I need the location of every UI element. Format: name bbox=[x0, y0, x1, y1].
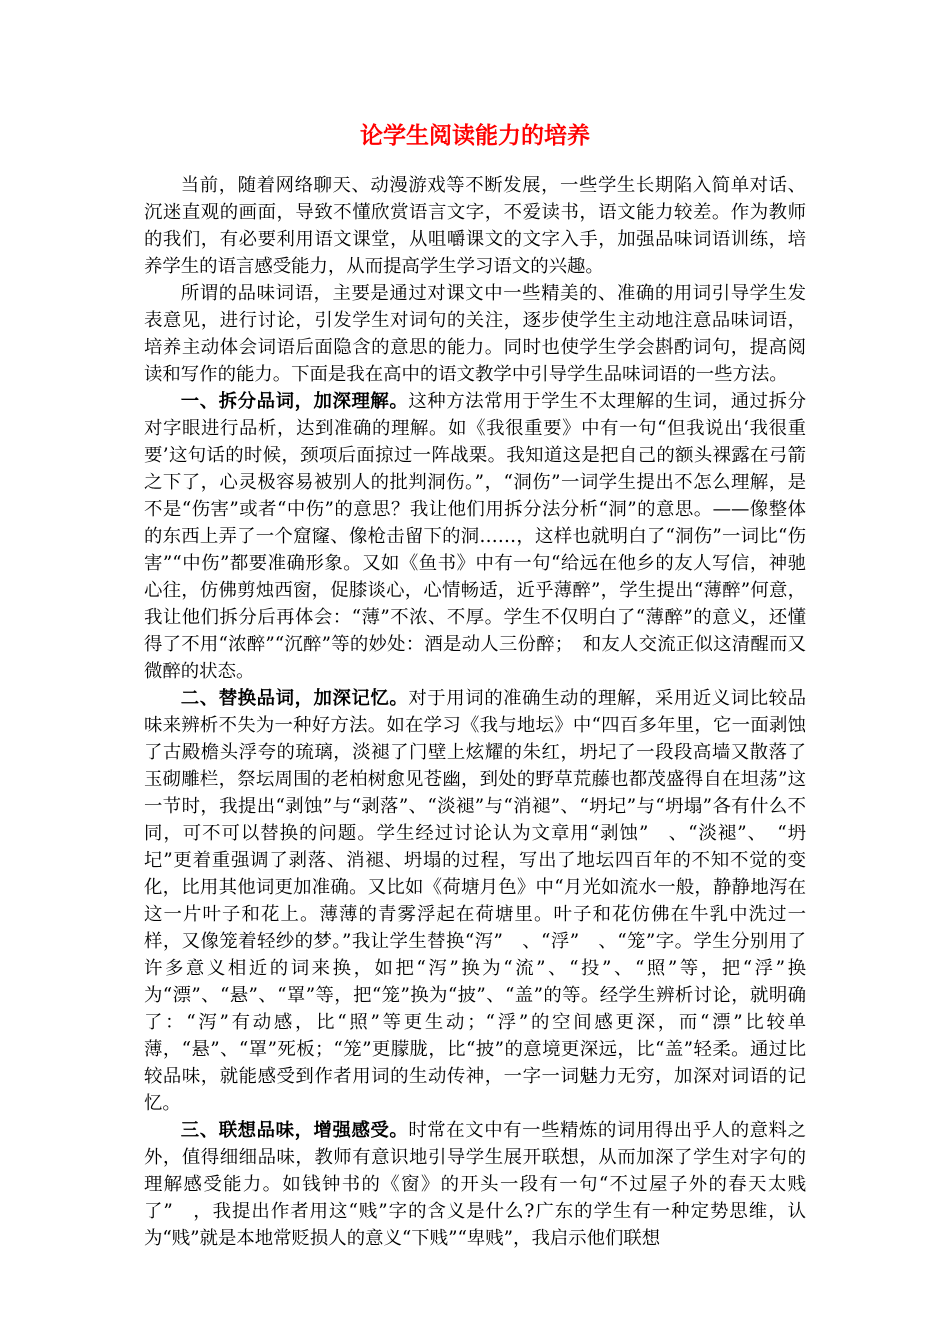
paragraph-intro bbox=[144, 172, 806, 280]
paragraph-text: 这种方法常用于学生不太理解的生词，通过拆分对字眼进行品析，达到准确的理解。如《我很重要》中有一句“但我说出‘我很重要’这句话的时候，颈项后面掠过一阵战栗。我知道这是把自己的额头裸露在弓箭之下了，心灵极容易被别人的批判洞伤。”，“洞伤”一词学生提出不怎么理解，是不是“伤害”或者“中伤”的意思？我让他们用拆分法分析“洞”的意思。——像整体的东西上弄了一个窟窿、像枪击留下的洞……，这样也就明白了“洞伤”一词比“伤害”“中伤”都要准确形象。又如《鱼书》中有一句“给远在他乡的友人写信，神驰心往，仿佛剪烛西窗，促膝谈心，心情畅适，近乎薄醉”，学生提出“薄醉”何意，我让他们拆分后再体会：“薄”不浓、不厚。学生不仅明白了“薄醉”的意义，还懂得了不用“浓醉”“沉醉”等的妙处：酒是动人三份醉； 和友人交流正似这清醒而又微醉的状态。 bbox=[144, 391, 806, 682]
paragraph-definition bbox=[144, 280, 806, 388]
document-body bbox=[144, 172, 806, 1252]
paragraph-method-2 bbox=[144, 685, 806, 1117]
document-title: 论学生阅读能力的培养 bbox=[360, 122, 590, 149]
paragraph-method-3 bbox=[144, 1117, 806, 1252]
paragraph-text: 所谓的品味词语，主要是通过对课文中一些精美的、准确的用词引导学生发表意见，进行讨论，引发学生对词句的关注，逐步使学生主动地注意品味词语，培养主动体会词语后面隐含的意思的能力。同时也使学生学会斟酌词句，提高阅读和写作的能力。下面是我在高中的语文教学中引导学生品味词语的一些方法。 bbox=[144, 283, 806, 385]
section-heading: 二、替换品词，加深记忆。 bbox=[180, 688, 409, 709]
section-heading: 三、联想品味，增强感受。 bbox=[180, 1120, 409, 1141]
paragraph-text: 当前，随着网络聊天、动漫游戏等不断发展，一些学生长期陷入简单对话、沉迷直观的画面，导致不懂欣赏语言文字，不爱读书，语文能力较差。作为教师的我们，有必要利用语文课堂，从咀嚼课文的文字入手，加强品味词语训练，培养学生的语言感受能力，从而提高学生学习语文的兴趣。 bbox=[144, 175, 806, 277]
section-heading: 一、拆分品词，加深理解。 bbox=[180, 391, 409, 412]
paragraph-text: 对于用词的准确生动的理解，采用近义词比较品味来辨析不失为一种好方法。如在学习《我与地坛》中“四百多年里，它一面剥蚀了古殿檐头浮夸的琉璃，淡褪了门壁上炫耀的朱红，坍圮了一段段高墙又散落了玉砌雕栏，祭坛周围的老柏树愈见苍幽，到处的野草荒藤也都茂盛得自在坦荡”这一节时，我提出“剥蚀”与“剥落”、“淡褪”与“消褪”、“坍圮”与“坍塌”各有什么不同，可不可以替换的问题。学生经过讨论认为文章用“剥蚀” 、“淡褪”、 “坍圮”更着重强调了剥落、消褪、坍塌的过程，写出了地坛四百年的不知不觉的变化，比用其他词更加准确。又比如《荷塘月色》中“月光如流水一般，静静地泻在这一片叶子和花上。薄薄的青雾浮起在荷塘里。叶子和花仿佛在牛乳中洗过一样，又像笼着轻纱的梦。”我让学生替换“泻” 、“浮” 、“笼”字。学生分别用了许多意义相近的词来换，如把“泻”换为“流”、“投”、“照”等，把“浮”换为“漂”、“悬”、“罩”等，把“笼”换为“披”、“盖”的等。经学生辨析讨论，就明确了：“泻”有动感，比“照”等更生动；“浮”的空间感更深，而“漂”比较单薄，“悬”、“罩”死板；“笼”更朦胧，比“披”的意境更深远，比“盖”轻柔。通过比较品味，就能感受到作者用词的生动传神，一字一词魅力无穷，加深对词语的记忆。 bbox=[144, 688, 806, 1114]
paragraph-text: 时常在文中有一些精炼的词用得出乎人的意料之外，值得细细品味，教师有意识地引导学生展开联想，从而加深了学生对字句的理解感受能力。如钱钟书的《窗》的开头一段有一句“不过屋子外的春天太贱了” ，我提出作者用这“贱”字的含义是什么?广东的学生有一种定势思维，认为“贱”就是本地常贬损人的意义“下贱”“卑贱”，我启示他们联想 bbox=[144, 1120, 806, 1249]
paragraph-method-1 bbox=[144, 388, 806, 685]
